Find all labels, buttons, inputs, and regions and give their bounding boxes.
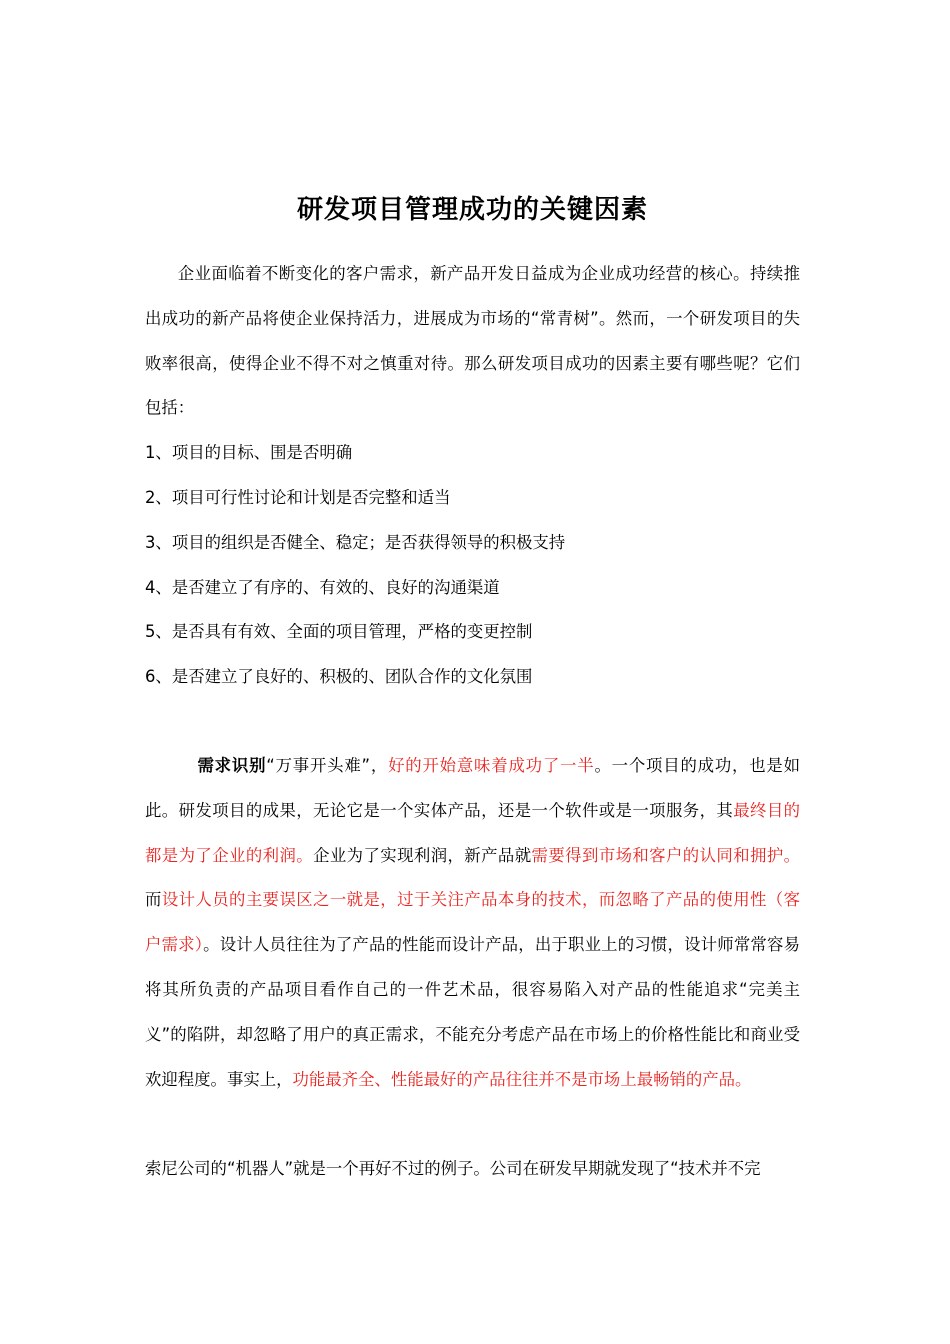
list-item: 1、项目的目标、围是否明确 — [145, 443, 353, 463]
text-run: 。一个项目的成功，也是如此。研发项目的成果，无论它是一个实体产品，还是一个软件或是一项服务，其 — [145, 755, 801, 820]
highlight-text: 最终目的都是为了企业的利润。 — [145, 800, 801, 865]
text-run: 企业为了实现利润，新产品就 — [313, 845, 532, 865]
highlight-text: 功能最齐全、性能最好的产品往往并不是市场上最畅销的产品。 — [292, 1069, 752, 1089]
list-item: 2、项目可行性讨论和计划是否完整和适当 — [145, 487, 451, 507]
text-run: 。设计人员往往为了产品的性能而设计产品，出于职业上的习惯，设计师常常容易将其所负责的产品项目看作自己的一件艺术品，很容易陷入对产品的性能追求“完美主义”的陷阱，却忽略了用户的真正需求，不能充分考虑产品在市场上的价格性能比和商业受欢迎程度。事实上， — [145, 935, 800, 1089]
list-item: 5、是否具有有效、全面的项目管理，严格的变更控制 — [145, 622, 533, 642]
factor-list — [145, 431, 800, 700]
text-run: “万事开头难”， — [266, 755, 389, 775]
requirements-paragraph — [145, 744, 800, 1102]
section-heading: 需求识别 — [197, 755, 267, 775]
highlight-text: 设计人员的主要误区之一就是，过于关注产品本身的技术，而忽略了产品的使用性（客户需求） — [145, 890, 801, 955]
highlight-text: 需要得到市场和客户的认同和拥护。 — [531, 845, 801, 865]
text-run: 而 — [145, 890, 162, 910]
list-item: 3、项目的组织是否健全、稳定；是否获得领导的积极支持 — [145, 532, 566, 552]
list-item: 4、是否建立了有序的、有效的、良好的沟通渠道 — [145, 577, 500, 597]
list-item: 6、是否建立了良好的、积极的、团队合作的文化氛围 — [145, 667, 533, 687]
spacer — [145, 700, 800, 744]
intro-paragraph: 企业面临着不断变化的客户需求，新产品开发日益成为企业成功经营的核心。持续推出成功的新产品将使企业保持活力，进展成为市场的“常青树”。然而，一个研发项目的失败率很高，使得企业不得不对之慎重对待。那么研发项目成功的因素主要有哪些呢？它们包括： — [145, 264, 800, 418]
spacer — [145, 1102, 800, 1147]
sony-paragraph: 索尼公司的“机器人”就是一个再好不过的例子。公司在研发早期就发现了“技术并不完 — [145, 1159, 761, 1179]
document-title: 研发项目管理成功的关键因素 — [296, 195, 648, 225]
highlight-text: 好的开始意味着成功了一半 — [388, 755, 595, 775]
document-body — [145, 180, 800, 1192]
